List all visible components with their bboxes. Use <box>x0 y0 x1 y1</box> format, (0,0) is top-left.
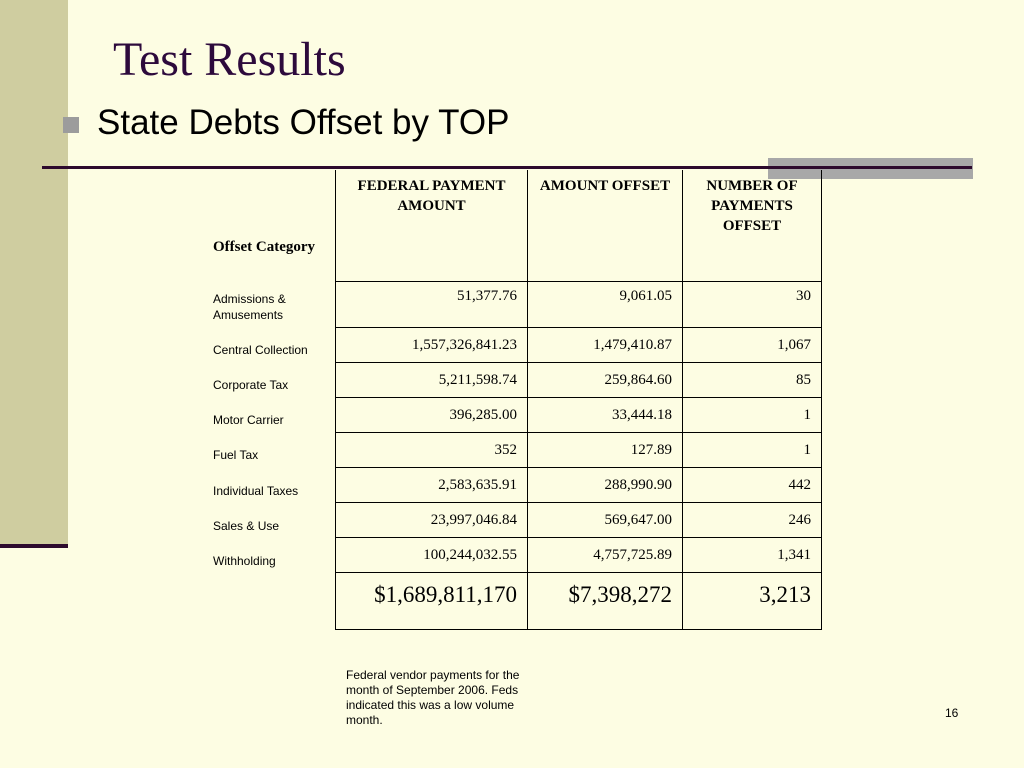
amount-offset-cell: 569,647.00 <box>528 502 683 537</box>
payment-count-cell: 1,341 <box>683 537 822 572</box>
category-label: Fuel Tax <box>213 448 259 462</box>
category-label: Individual Taxes <box>213 484 299 498</box>
category-label: Withholding <box>213 554 276 568</box>
column-header: AMOUNT OFFSET <box>528 170 683 281</box>
federal-payment-cell: 1,557,326,841.23 <box>336 327 528 362</box>
table-row <box>336 432 822 467</box>
table-row <box>336 281 822 327</box>
category-header: Offset Category <box>213 239 316 255</box>
bullet-line <box>63 105 509 140</box>
category-label: Motor Carrier <box>213 413 284 427</box>
category-label: Admissions & Amusements <box>213 292 286 322</box>
payment-count-cell: 246 <box>683 502 822 537</box>
federal-payment-cell: 51,377.76 <box>336 281 528 327</box>
amount-offset-cell: 259,864.60 <box>528 362 683 397</box>
federal-payment-cell: 5,211,598.74 <box>336 362 528 397</box>
payment-count-cell: 442 <box>683 467 822 502</box>
amount-offset-cell: 33,444.18 <box>528 397 683 432</box>
amount-offset-cell: 4,757,725.89 <box>528 537 683 572</box>
table-row <box>336 397 822 432</box>
totals-row <box>336 572 822 629</box>
total-amount-offset: $7,398,272 <box>528 572 683 629</box>
amount-offset-cell: 1,479,410.87 <box>528 327 683 362</box>
footnote: Federal vendor payments for the month of September 2006. Feds indicated this was a low volume month. <box>346 668 520 727</box>
federal-payment-cell: 352 <box>336 432 528 467</box>
left-accent-band <box>0 0 68 545</box>
table-header-row <box>336 170 822 281</box>
category-label: Sales & Use <box>213 519 280 533</box>
category-label: Corporate Tax <box>213 378 289 392</box>
payment-count-cell: 30 <box>683 281 822 327</box>
table-row <box>336 467 822 502</box>
payment-count-cell: 85 <box>683 362 822 397</box>
payment-count-cell: 1 <box>683 397 822 432</box>
left-accent-rule <box>0 544 68 548</box>
federal-payment-cell: 100,244,032.55 <box>336 537 528 572</box>
table-row <box>336 537 822 572</box>
column-header: NUMBER OF PAYMENTS OFFSET <box>683 170 822 281</box>
table-row <box>336 327 822 362</box>
table-row <box>336 502 822 537</box>
title-divider <box>42 166 972 169</box>
total-payment-count: 3,213 <box>683 572 822 629</box>
page-number: 16 <box>945 706 959 720</box>
amount-offset-cell: 288,990.90 <box>528 467 683 502</box>
total-federal-payment: $1,689,811,170 <box>336 572 528 629</box>
amount-offset-cell: 9,061.05 <box>528 281 683 327</box>
column-header: FEDERAL PAYMENT AMOUNT <box>336 170 528 281</box>
federal-payment-cell: 23,997,046.84 <box>336 502 528 537</box>
bullet-square-icon <box>63 117 79 133</box>
offset-table <box>335 170 822 630</box>
slide-subtitle: State Debts Offset by TOP <box>97 103 510 142</box>
amount-offset-cell: 127.89 <box>528 432 683 467</box>
federal-payment-cell: 396,285.00 <box>336 397 528 432</box>
slide-title: Test Results <box>113 33 346 86</box>
category-label: Central Collection <box>213 343 308 357</box>
payment-count-cell: 1 <box>683 432 822 467</box>
federal-payment-cell: 2,583,635.91 <box>336 467 528 502</box>
payment-count-cell: 1,067 <box>683 327 822 362</box>
table-row <box>336 362 822 397</box>
